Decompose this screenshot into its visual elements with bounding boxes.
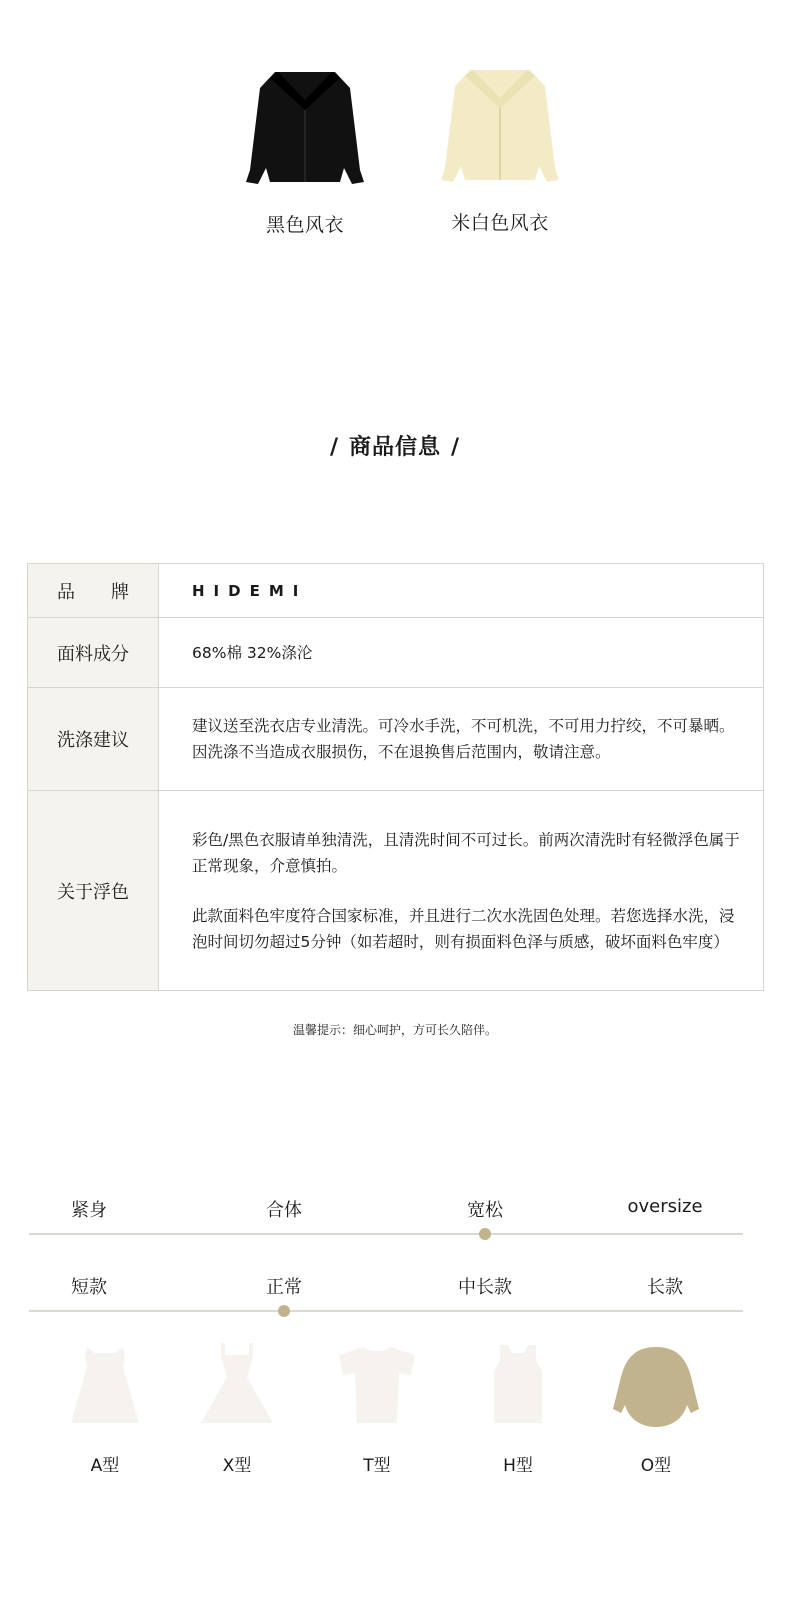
length-scale	[29, 1267, 743, 1327]
silhouette-label-x: X型	[222, 1456, 252, 1476]
x-line-dress-icon	[197, 1343, 277, 1427]
o-line-cocoon-icon	[611, 1343, 701, 1427]
product-info-table	[27, 563, 764, 991]
table-row-washing	[28, 688, 764, 791]
color-option-black[interactable]	[240, 60, 370, 237]
section-title-text: 商品信息	[348, 435, 441, 460]
table-row-fading	[28, 791, 764, 991]
table-row-fabric	[28, 618, 764, 688]
length-label-long: 长款	[647, 1277, 683, 1298]
fit-selected-dot	[479, 1228, 491, 1240]
fit-scale	[29, 1190, 743, 1250]
fit-label-oversize: oversize	[627, 1196, 703, 1217]
section-title	[0, 430, 790, 461]
silhouette-label-t: T型	[363, 1456, 391, 1476]
length-scale-line	[29, 1310, 743, 1312]
silhouette-a	[50, 1343, 160, 1476]
table-row-brand	[28, 564, 764, 618]
silhouette-label-o: O型	[640, 1456, 672, 1476]
fading-key: 关于浮色	[28, 791, 159, 991]
washing-key: 洗涤建议	[28, 688, 159, 791]
fabric-key: 面料成分	[28, 618, 159, 688]
title-slash-left: /	[329, 435, 339, 460]
silhouette-label-a: A型	[90, 1456, 120, 1476]
silhouette-x	[182, 1343, 292, 1476]
length-label-normal: 正常	[266, 1277, 302, 1298]
length-label-short: 短款	[71, 1277, 107, 1298]
fit-scale-line	[29, 1233, 743, 1235]
t-shirt-icon	[337, 1343, 417, 1427]
fading-paragraph-1: 彩色/黑色衣服请单独清洗，且清洗时间不可过长。前两次清洗时有轻微浮色属于正常现象，介意慎拍。	[192, 830, 740, 875]
brand-key: 品 牌	[28, 564, 159, 618]
silhouette-h	[463, 1343, 573, 1476]
length-selected-dot	[278, 1305, 290, 1317]
brand-name: HIDEMI	[192, 581, 308, 600]
care-tip: 温馨提示：细心呵护，方可长久陪伴。	[292, 1023, 497, 1037]
fit-label-tight: 紧身	[71, 1200, 107, 1221]
a-line-dress-icon	[65, 1343, 145, 1427]
silhouette-label-h: H型	[503, 1456, 533, 1476]
color-option-cream[interactable]	[435, 58, 565, 235]
fading-paragraph-2: 此款面料色牢度符合国家标准，并且进行二次水洗固色处理。若您选择水洗，浸泡时间切勿超过5分钟（如若超时，则有损面料色泽与质感，破坏面料色牢度）	[192, 906, 735, 951]
length-label-mid-long: 中长款	[458, 1277, 512, 1298]
black-jacket-image	[240, 60, 370, 190]
silhouette-o	[601, 1343, 711, 1476]
washing-value: 建议送至洗衣店专业清洗。可冷水手洗，不可机洗，不可用力拧绞，不可暴晒。因洗涤不当造成衣服损伤，不在退换售后范围内，敬请注意。	[159, 688, 764, 791]
silhouette-t	[322, 1343, 432, 1476]
fit-label-regular: 合体	[266, 1200, 302, 1221]
brand-value	[159, 564, 764, 618]
swatch-label-black: 黑色风衣	[265, 214, 344, 236]
fading-value	[159, 791, 764, 991]
swatch-label-cream: 米白色风衣	[451, 212, 549, 234]
title-slash-right: /	[451, 435, 461, 460]
cream-jacket-image	[435, 58, 565, 188]
fit-label-loose: 宽松	[467, 1200, 503, 1221]
fabric-value: 68%棉 32%涤沦	[159, 618, 764, 688]
h-line-tank-icon	[478, 1343, 558, 1427]
